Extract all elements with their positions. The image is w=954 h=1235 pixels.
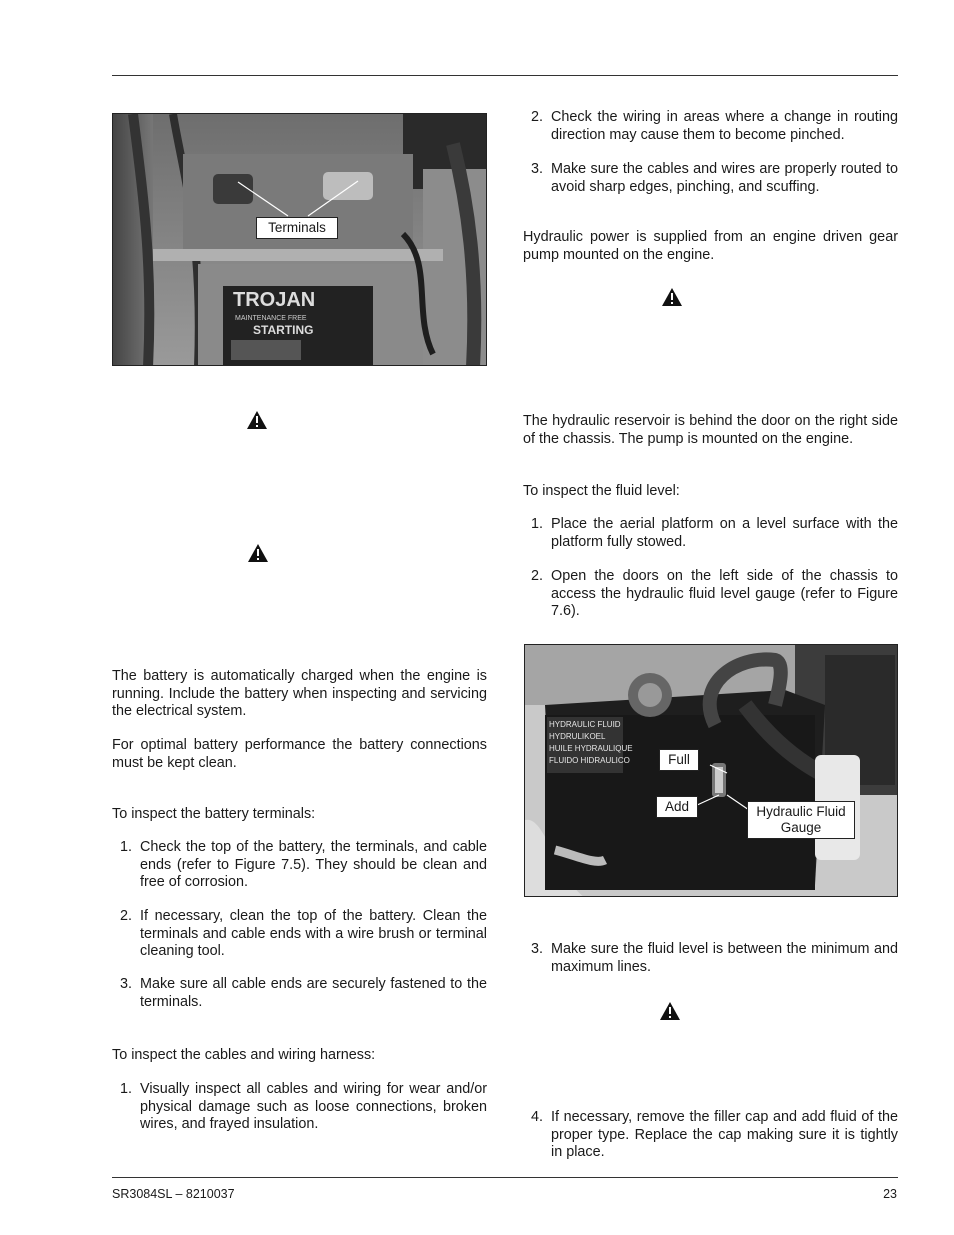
list-number: 2. [531, 568, 544, 584]
battery-intro-paragraph: The battery is automatically charged when the engine is running. Include the battery when inspecting and servicing the electrical system. [112, 668, 487, 719]
warning-icon [661, 287, 683, 307]
hydraulic-power-paragraph: Hydraulic power is supplied from an engine driven gear pump mounted on the engine. [523, 229, 898, 263]
battery-brand-text: TROJAN [233, 289, 316, 311]
list-number: 1. [120, 839, 133, 855]
add-callout: Add [656, 796, 698, 818]
page-number: 23 [883, 1187, 897, 1201]
terminals-callout: Terminals [256, 217, 338, 239]
battery-photo-drawing [113, 114, 487, 366]
footer-rule [112, 1177, 898, 1178]
header-rule [112, 75, 898, 76]
warning-icon [659, 1001, 681, 1021]
inspect-fluid-heading: To inspect the fluid level: [523, 483, 680, 499]
inspect-terminals-heading: To inspect the battery terminals: [112, 806, 316, 822]
reservoir-paragraph: The hydraulic reservoir is behind the door on the right side of the chassis. The pump is mounted on the engine. [523, 413, 898, 447]
warning-icon [246, 410, 268, 430]
list-number: 1. [120, 1081, 133, 1097]
list-number: 3. [531, 161, 544, 177]
list-text: Make sure all cable ends are securely fastened to the terminals. [140, 976, 487, 1010]
list-text: Open the doors on the left side of the chassis to access the hydraulic fluid level gauge (refer to Figure 7.6). [551, 568, 898, 619]
list-text: Make sure the cables and wires are properly routed to avoid sharp edges, pinching, and scuffing. [551, 161, 898, 195]
battery-clean-paragraph: For optimal battery performance the battery connections must be kept clean. [112, 737, 487, 771]
list-number: 4. [531, 1109, 544, 1125]
hydraulic-photo-drawing [525, 645, 898, 897]
document-number: SR3084SL – 8210037 [112, 1187, 235, 1201]
reservoir-label-line: HYDRULIKOEL [549, 732, 606, 741]
battery-sub1-text: MAINTENANCE FREE [235, 315, 307, 322]
battery-photo [112, 113, 487, 366]
hydraulic-fluid-gauge-callout: Hydraulic Fluid Gauge [747, 801, 855, 839]
list-text: Visually inspect all cables and wiring for wear and/or physical damage such as loose connections, broken wires, and frayed insulation. [140, 1081, 487, 1132]
inspect-cables-heading: To inspect the cables and wiring harness: [112, 1047, 376, 1063]
list-number: 2. [531, 109, 544, 125]
list-text: Place the aerial platform on a level surface with the platform fully stowed. [551, 516, 898, 550]
list-text: Make sure the fluid level is between the minimum and maximum lines. [551, 941, 898, 975]
warning-icon [247, 543, 269, 563]
list-text: Check the top of the battery, the terminals, and cable ends (refer to Figure 7.5). They should be clean and free of corrosion. [140, 839, 487, 890]
full-callout: Full [659, 749, 699, 771]
list-text: If necessary, remove the filler cap and add fluid of the proper type. Replace the cap making sure it is tightly in place. [551, 1109, 898, 1160]
reservoir-label-line: HYDRAULIC FLUID [549, 720, 621, 729]
reservoir-label-line: HUILE HYDRAULIQUE [549, 744, 633, 753]
list-text: Check the wiring in areas where a change in routing direction may cause them to become pinched. [551, 109, 898, 143]
reservoir-label-line: FLUIDO HIDRAULICO [549, 756, 630, 765]
list-text: If necessary, clean the top of the battery. Clean the terminals and cable ends with a wire brush or terminal cleaning tool. [140, 908, 487, 959]
battery-sub2-text: STARTING [253, 323, 314, 337]
list-number: 3. [531, 941, 544, 957]
list-number: 1. [531, 516, 544, 532]
hydraulic-reservoir-photo [524, 644, 898, 897]
list-number: 3. [120, 976, 133, 992]
list-number: 2. [120, 908, 133, 924]
